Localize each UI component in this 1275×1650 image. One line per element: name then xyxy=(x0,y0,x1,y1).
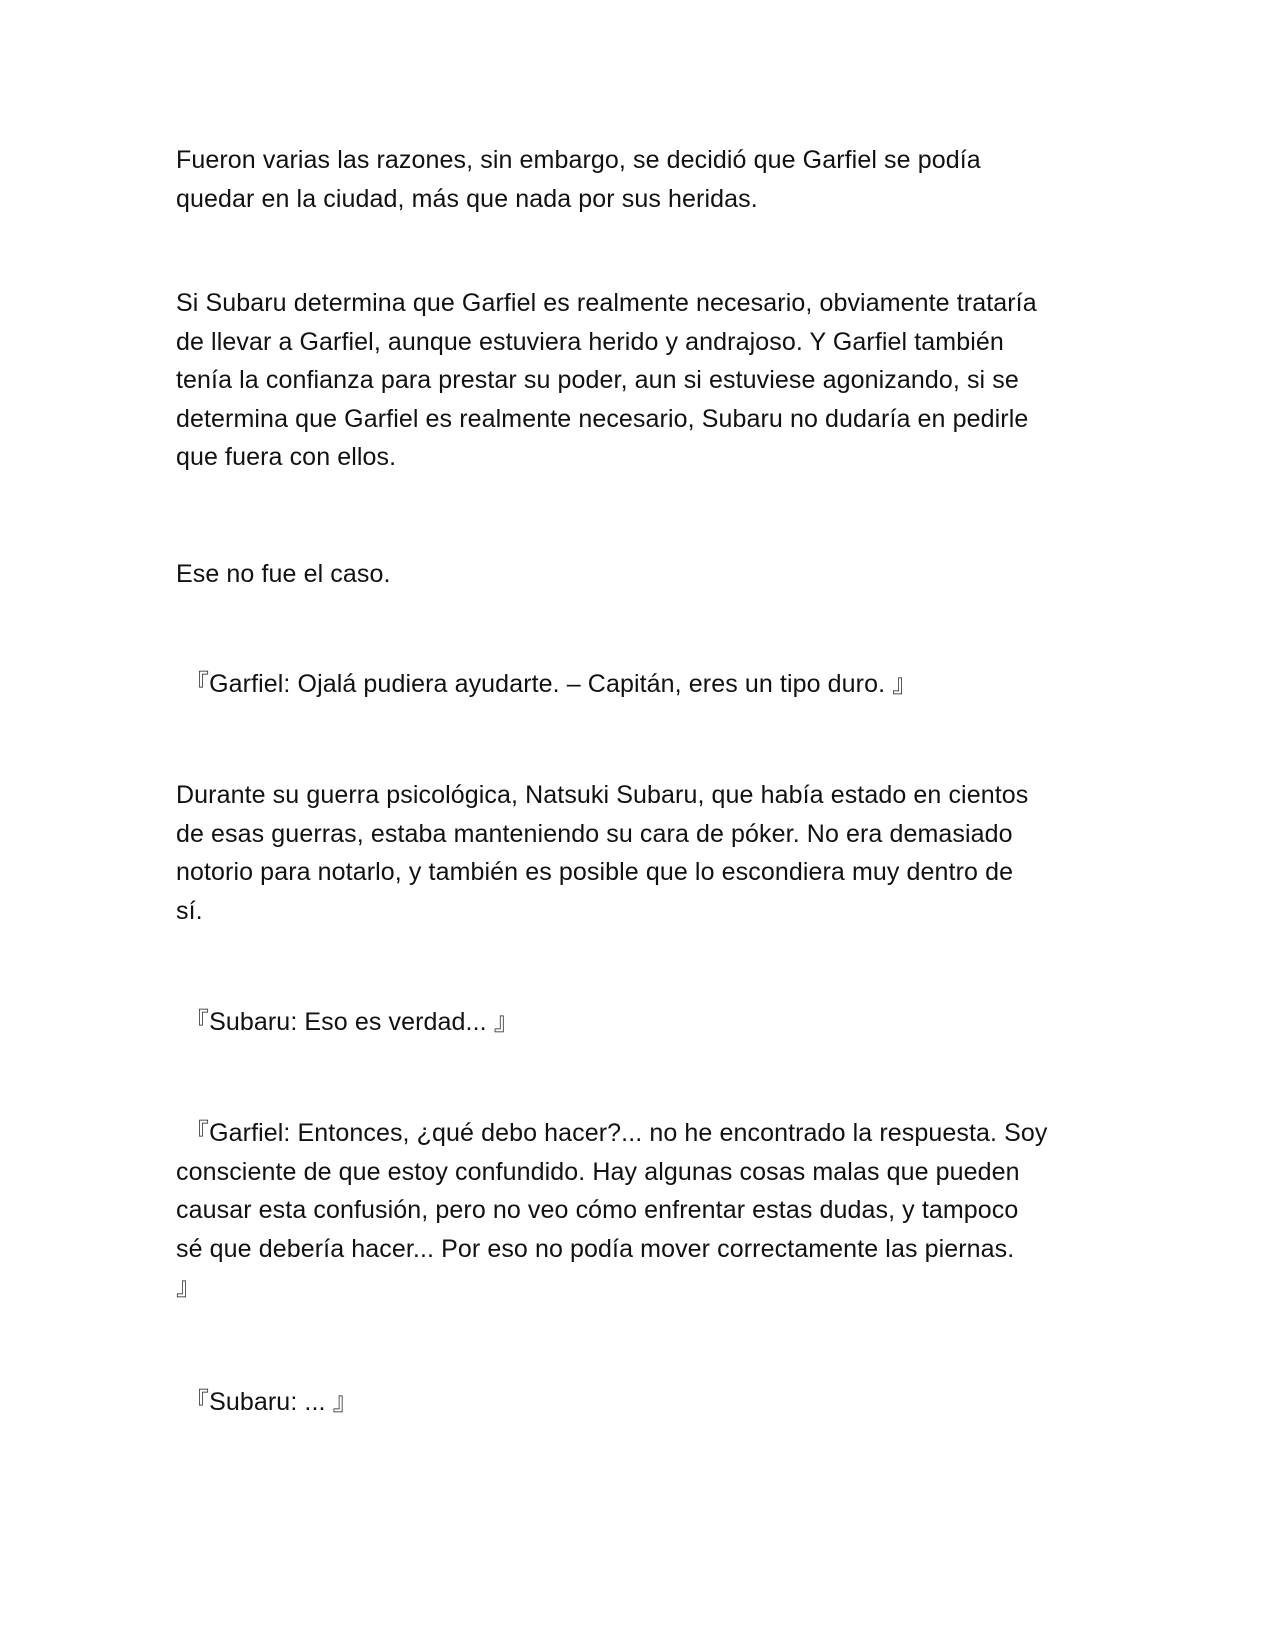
text-line: Fueron varias las razones, sin embargo, se decidió que Garfiel se podía xyxy=(176,146,981,174)
text-line: que fuera con ellos. xyxy=(176,443,397,471)
text-line: Si Subaru determina que Garfiel es realmente necesario, obviamente trataría xyxy=(176,289,1037,317)
text-line: sé que debería hacer... Por eso no podía mover correctamente las piernas. xyxy=(176,1234,1015,1263)
text-line: causar esta confusión, pero no veo cómo enfrentar estas dudas, y tampoco xyxy=(176,1196,1019,1224)
paragraph-3 xyxy=(176,555,1116,594)
text-line: tenía la confianza para prestar su poder, aun si estuviese agonizando, si se xyxy=(176,366,1019,394)
text-line: 『Garfiel: Entonces, ¿qué debo hacer?... no he encontrado la respuesta. Soy xyxy=(184,1119,1048,1147)
paragraph-2 xyxy=(176,284,1116,477)
text-line: de esas guerras, estaba manteniendo su cara de póker. No era demasiado xyxy=(176,819,1013,848)
dialogue-garfiel-2 xyxy=(176,1114,1124,1307)
text-line: de llevar a Garfiel, aunque estuviera herido y andrajoso. Y Garfiel también xyxy=(176,327,1004,356)
text-line: consciente de que estoy confundido. Hay algunas cosas malas que pueden xyxy=(176,1157,1020,1186)
text-line: quedar en la ciudad, más que nada por sus heridas. xyxy=(176,184,758,213)
paragraph-4 xyxy=(176,776,1116,930)
dialogue-subaru-2 xyxy=(176,1383,1124,1422)
dialogue-garfiel-1 xyxy=(176,665,1124,704)
text-line: 『Subaru: Eso es verdad... 』 xyxy=(184,1008,519,1036)
text-line: 』 xyxy=(176,1273,202,1301)
text-line: Durante su guerra psicológica, Natsuki Subaru, que había estado en cientos xyxy=(176,781,1029,809)
text-line: 『Garfiel: Ojalá pudiera ayudarte. – Capitán, eres un tipo duro. 』 xyxy=(184,670,918,698)
paragraph-1 xyxy=(176,141,1116,218)
text-line: determina que Garfiel es realmente necesario, Subaru no dudaría en pedirle xyxy=(176,404,1029,433)
text-line: 『Subaru: ... 』 xyxy=(184,1388,358,1416)
text-line: notorio para notarlo, y también es posible que lo escondiera muy dentro de xyxy=(176,858,1014,886)
text-line: Ese no fue el caso. xyxy=(176,560,391,588)
text-line: sí. xyxy=(176,896,203,925)
dialogue-subaru-1 xyxy=(176,1003,1124,1042)
